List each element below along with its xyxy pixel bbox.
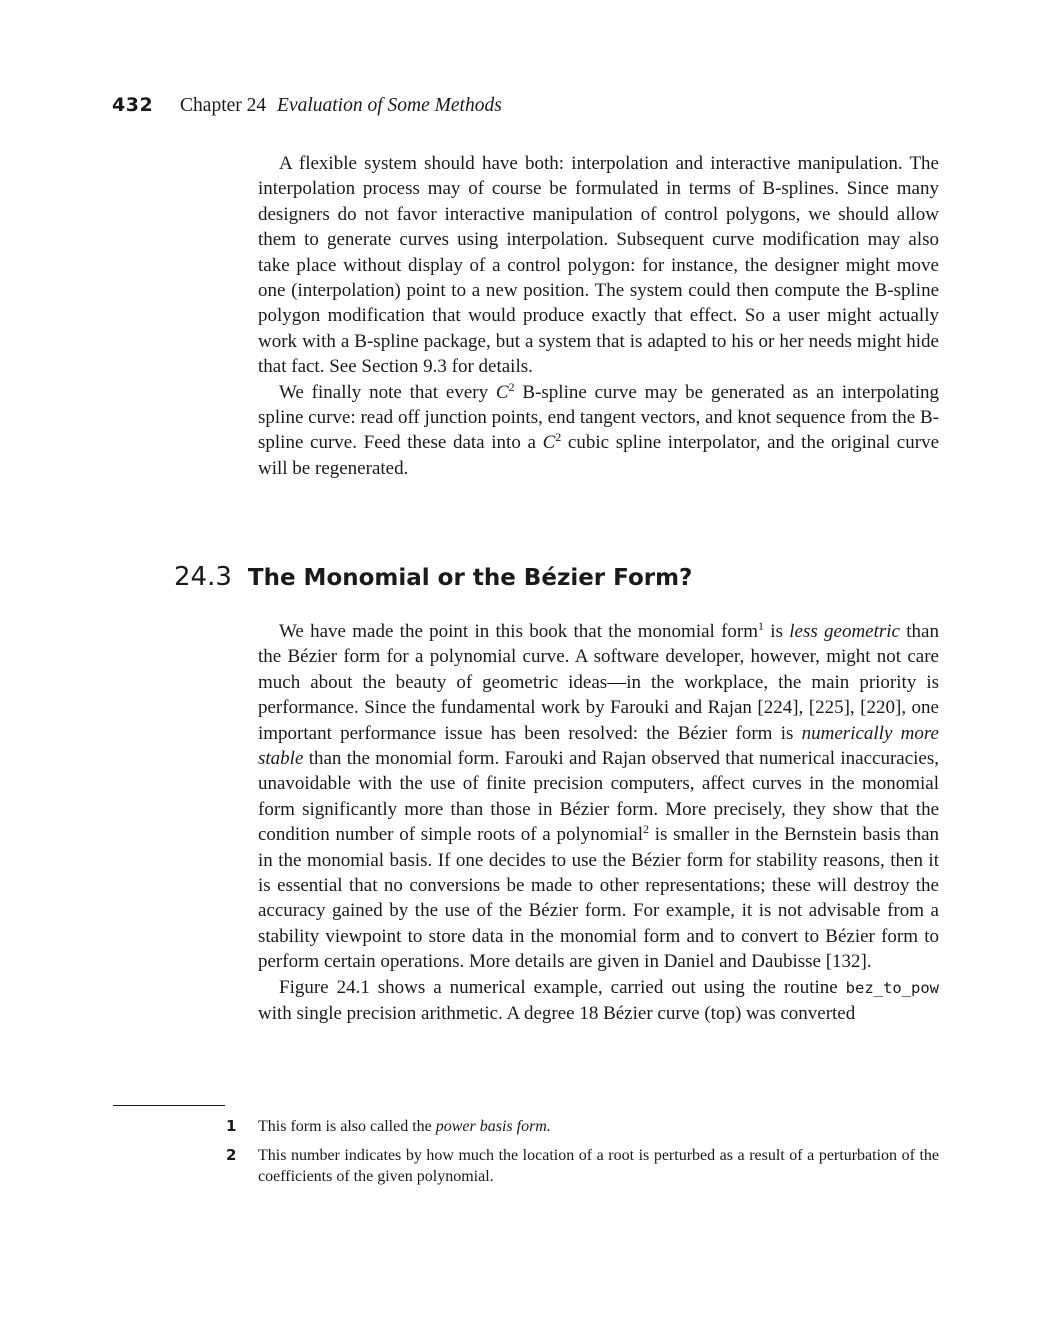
page-number: 432 bbox=[112, 94, 154, 116]
footnotes bbox=[226, 1116, 939, 1195]
running-header bbox=[112, 93, 502, 118]
footnote-number: 1 bbox=[226, 1117, 237, 1135]
section-title: The Monomial or the Bézier Form? bbox=[247, 565, 693, 591]
paragraph-monomial-form: We have made the point in this book that the monomial form$^1$ is less geometric than the Bézier form for a polynomial curve. A software developer, however, might not care much about the beauty of geometric ideas—in the workplace, the main priority is performance. Since the fundamental work by Farouki and Rajan [224], [225], [220], one important performance issue has been resolved: the Bézier form is numerically more stable than the monomial form. Farouki and Rajan observed that numerical inaccuracies, unavoidable with the use of finite precision computers, affect curves in the monomial form significantly more than those in Bézier form. More precisely, they show that the condition number of simple roots of a polynomial$^2$ is smaller in the Bernstein basis than in the monomial basis. If one decides to use the Bézier form for stability reasons, then it is essential that no conversions be made to other representations; these will destroy the accuracy gained by the use of the Bézier form. For example, it is not advisable from a stability viewpoint to store data in the monomial form and to convert to Bézier form to perform certain operations. More details are given in Daniel and Daubisse [132]. bbox=[258, 619, 940, 973]
footnote: 2 This number indicates by how much the location of a root is perturbed as a result of a perturbation of the coefficients of the given polynomial. bbox=[226, 1145, 939, 1185]
text-block-section bbox=[258, 619, 939, 1027]
section-number: 24.3 bbox=[174, 562, 232, 592]
code-routine-name: bez_to_pow bbox=[845, 978, 939, 997]
footnote-number: 2 bbox=[226, 1145, 237, 1164]
footnote-divider bbox=[113, 1105, 225, 1106]
chapter-label: Chapter 24 bbox=[180, 95, 267, 116]
chapter-title: Evaluation of Some Methods bbox=[277, 95, 502, 116]
paragraph-c2-bspline: We finally note that every $C^2$ B-spline curve may be generated as an interpolating spline curve: read off junction points, end tangent vectors, and knot sequence from the B-spline curve. Feed these data into a $C^2$ cubic spline interpolator, and the original curve will be regenerated. bbox=[258, 379, 939, 479]
text-block-top bbox=[258, 151, 939, 481]
section-heading bbox=[174, 560, 692, 598]
paragraph-flexible-system: A flexible system should have both: interpolation and interactive manipulation. The interpolation process may of course be formulated in terms of B-splines. Since many designers do not favor interactive manipulation of control polygons, we should allow them to generate curves using interpolation. Subsequent curve modification may also take place without display of a control polygon: for instance, the designer might move one (interpolation) point to a new position. The system could then compute the B-spline polygon modification that would produce exactly that effect. So a user might actually work with a B-spline package, but a system that is adapted to his or her needs might hide that fact. See Section 9.3 for details. bbox=[258, 153, 939, 378]
paragraph-figure-example: Figure 24.1 shows a numerical example, carried out using the routine bez_to_pow with single precision arithmetic. A degree 18 Bézier curve (top) was converted bbox=[258, 976, 939, 1025]
footnote-ref-2: 2 bbox=[643, 822, 649, 837]
footnote: 1 This form is also called the power basis form. bbox=[226, 1116, 939, 1138]
footnote-ref-1: 1 bbox=[758, 619, 765, 633]
